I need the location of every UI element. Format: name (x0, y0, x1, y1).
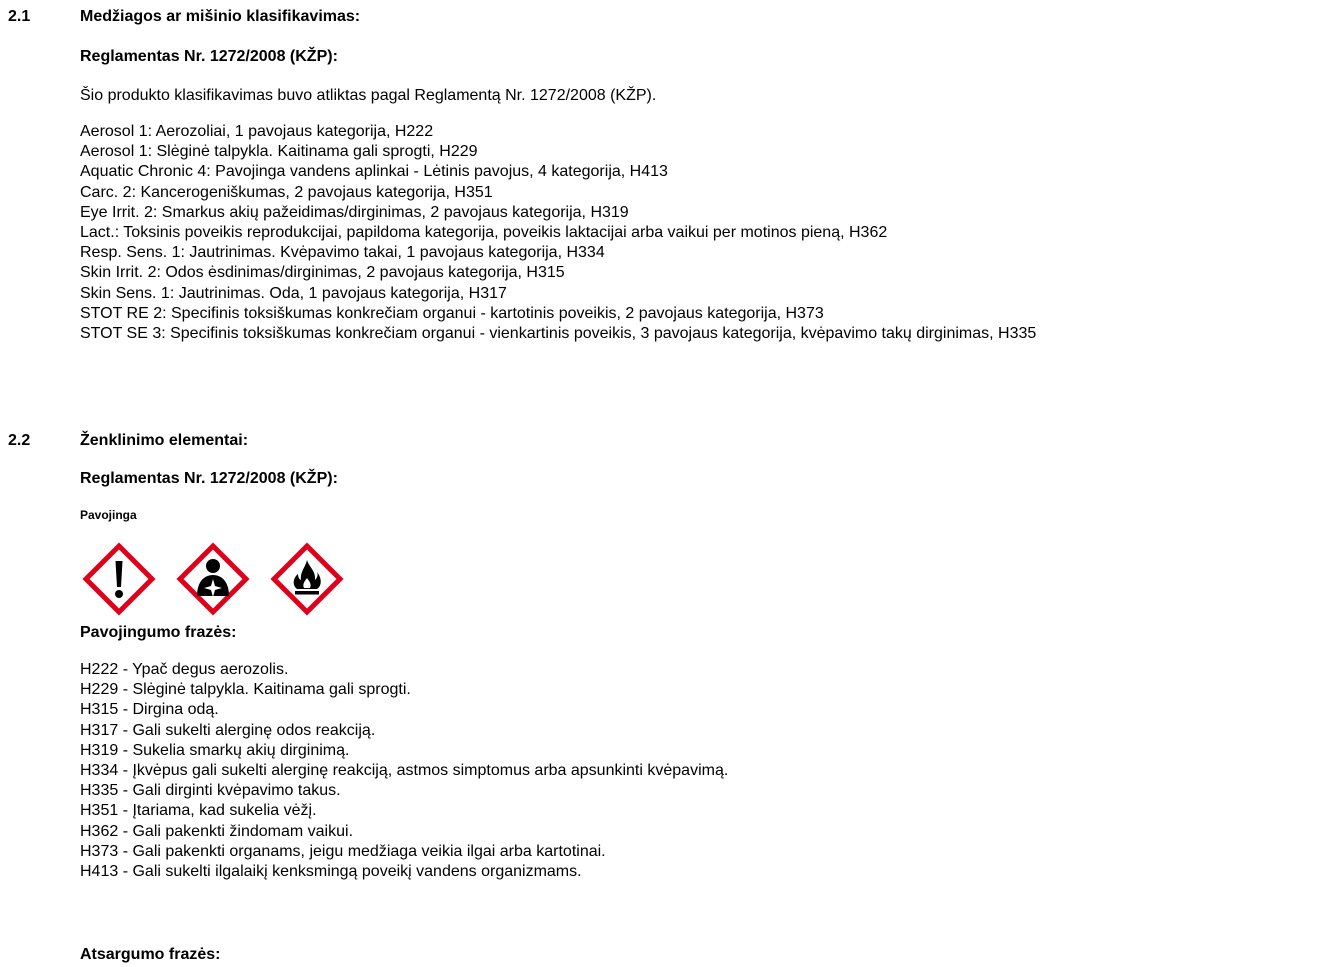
list-item: H229 - Slėginė talpykla. Kaitinama gali sprogti. (80, 681, 411, 699)
list-item: Resp. Sens. 1: Jautrinimas. Kvėpavimo takai, 1 pavojaus kategorija, H334 (80, 244, 605, 262)
list-item: Aquatic Chronic 4: Pavojinga vandens aplinkai - Lėtinis pavojus, 4 kategorija, H413 (80, 163, 668, 181)
list-item: Carc. 2: Kancerogeniškumas, 2 pavojaus kategorija, H351 (80, 183, 493, 201)
list-item: Aerosol 1: Slėginė talpykla. Kaitinama gali sprogti, H229 (80, 143, 478, 161)
health-hazard-icon (176, 542, 250, 616)
list-item: H315 - Dirgina odą. (80, 701, 219, 719)
section-2-2-heading (8, 432, 248, 450)
list-item: H351 - Įtariama, kad sukelia vėžį. (80, 802, 317, 820)
section-title: Medžiagos ar mišinio klasifikavimas: (80, 8, 361, 25)
hazard-statements-heading: Pavojingumo frazės: (80, 624, 237, 641)
section-2-1-heading (8, 8, 360, 26)
list-item: STOT SE 3: Specifinis toksiškumas konkrečiam organui - vienkartinis poveikis, 3 pavojaus kategorija, kvėpavimo takų dirginimas, H335 (80, 325, 1037, 343)
section-number: 2.2 (8, 432, 31, 449)
list-item: Aerosol 1: Aerozoliai, 1 pavojaus kategorija, H222 (80, 123, 434, 140)
exclamation-mark-icon (82, 542, 156, 616)
list-item: H222 - Ypač degus aerozolis. (80, 661, 289, 678)
list-item: H362 - Gali pakenkti žindomam vaikui. (80, 822, 354, 840)
section-number: 2.1 (8, 8, 31, 25)
list-item: Eye Irrit. 2: Smarkus akių pažeidimas/dirginimas, 2 pavojaus kategorija, H319 (80, 203, 629, 221)
regulation-heading: Reglamentas Nr. 1272/2008 (KŽP): (80, 48, 338, 65)
list-item: H334 - Įkvėpus gali sukelti alerginę reakciją, astmos simptomus arba apsunkinti kvėpavimą. (80, 762, 729, 780)
list-item: STOT RE 2: Specifinis toksiškumas konkrečiam organui - kartotinis poveikis, 2 pavojaus kategorija, H373 (80, 304, 824, 322)
list-item: H413 - Gali sukelti ilgalaikį kenksmingą poveikį vandens organizmams. (80, 863, 582, 881)
list-item: H317 - Gali sukelti alerginę odos reakciją. (80, 721, 376, 739)
list-item: Lact.: Toksinis poveikis reprodukcijai, papildoma kategorija, poveikis laktacijai arba vaikui per motinos pieną, H362 (80, 224, 888, 242)
list-item: H335 - Gali dirginti kvėpavimo takus. (80, 782, 341, 800)
list-item: Skin Irrit. 2: Odos ėsdinimas/dirginimas, 2 pavojaus kategorija, H315 (80, 264, 565, 282)
classification-intro: Šio produkto klasifikavimas buvo atliktas pagal Reglamentą Nr. 1272/2008 (KŽP). (80, 87, 657, 104)
classification-list (80, 122, 1335, 344)
list-item: H373 - Gali pakenkti organams, jeigu medžiaga veikia ilgai arba kartotinai. (80, 842, 606, 860)
list-item: H319 - Sukelia smarkų akių dirginimą. (80, 741, 350, 759)
hazard-statement-list (80, 660, 728, 882)
signal-word: Pavojinga (80, 508, 137, 522)
list-item: Skin Sens. 1: Jautrinimas. Oda, 1 pavojaus kategorija, H317 (80, 284, 507, 302)
regulation-heading: Reglamentas Nr. 1272/2008 (KŽP): (80, 470, 338, 487)
precautionary-statements-heading: Atsargumo frazės: (80, 946, 221, 963)
section-title: Ženklinimo elementai: (80, 432, 249, 449)
flame-icon (270, 542, 344, 616)
